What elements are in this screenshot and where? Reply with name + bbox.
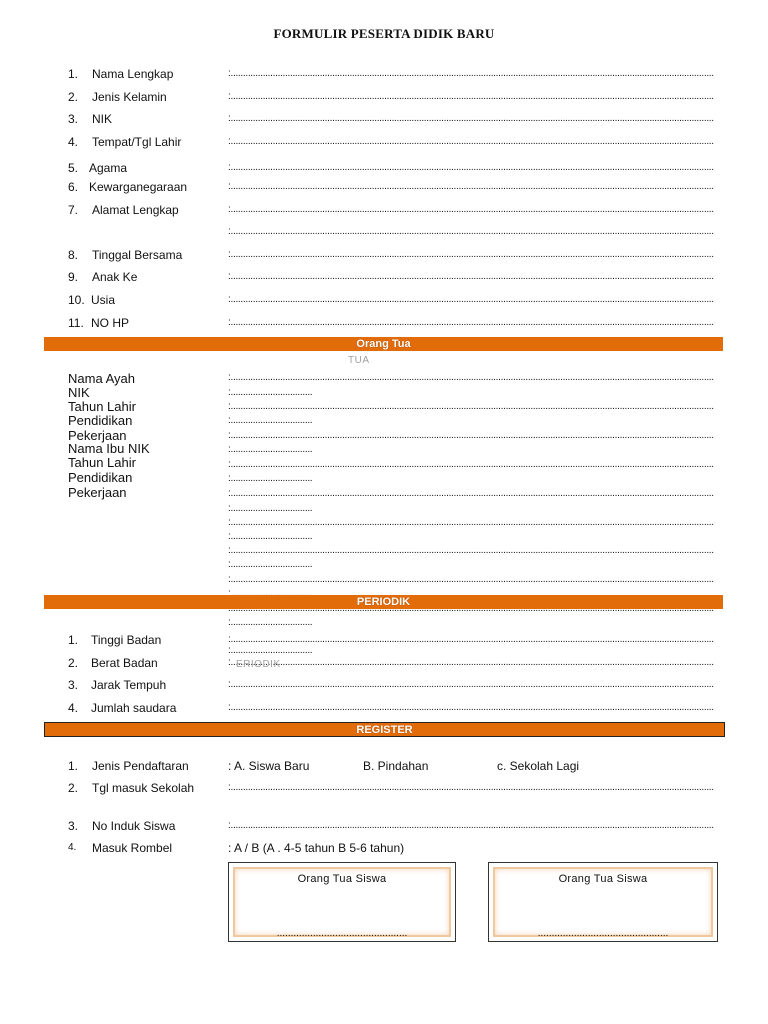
field-label-masuk-rombel: Masuk Rombel bbox=[92, 841, 173, 855]
field-number: 11. bbox=[68, 316, 84, 330]
field-label-nik: NIK bbox=[92, 112, 113, 126]
field-number: 4. bbox=[68, 842, 77, 853]
parent-input-continuation[interactable] bbox=[228, 531, 312, 543]
field-label-jenis-pendaftaran: Jenis Pendaftaran bbox=[92, 759, 189, 773]
form-title: FORMULIR PESERTA DIDIK BARU bbox=[273, 26, 495, 41]
field-number: 3. bbox=[68, 678, 79, 692]
field-number: 2. bbox=[68, 781, 79, 795]
field-number: 8. bbox=[68, 248, 79, 262]
field-number: 4. bbox=[68, 701, 79, 715]
parent-label-tahun-lahir-ibu: Tahun Lahir bbox=[68, 455, 136, 470]
input-line-agama[interactable] bbox=[228, 162, 714, 174]
input-line-jarak-tempuh[interactable] bbox=[228, 679, 714, 691]
input-line-jumlah-saudara[interactable] bbox=[228, 702, 714, 714]
section-title-periodik: PERIODIK bbox=[356, 596, 411, 608]
parent-input-continuation[interactable] bbox=[228, 387, 312, 399]
section-band-periodik bbox=[44, 595, 723, 609]
field-label-tgl-masuk-sekolah: Tgl masuk Sekolah bbox=[92, 781, 195, 795]
field-number: 3. bbox=[68, 819, 79, 833]
input-line-alamat-lengkap[interactable] bbox=[228, 204, 714, 216]
signature-box-right[interactable] bbox=[488, 862, 718, 942]
ghost-text-tua: TUA bbox=[348, 355, 370, 366]
input-line-usia[interactable] bbox=[228, 294, 714, 306]
signature-line: ............................................... bbox=[537, 929, 669, 939]
parent-label-pendidikan-ibu: Pendidikan bbox=[68, 470, 133, 485]
field-label-berat-badan: Berat Badan bbox=[91, 656, 158, 670]
section-band-orang-tua bbox=[44, 337, 723, 351]
field-label-tempat-tgl-lahir: Tempat/Tgl Lahir bbox=[92, 135, 182, 149]
field-number: 5. bbox=[68, 161, 79, 175]
field-label-agama: Agama bbox=[89, 161, 128, 175]
ghost-text-periodik: ERIODIK bbox=[236, 659, 281, 670]
rombel-value: : A / B (A . 4-5 tahun B 5-6 tahun) bbox=[228, 841, 405, 855]
input-line-nik[interactable] bbox=[228, 113, 714, 125]
parent-label-pendidikan: Pendidikan bbox=[68, 413, 133, 428]
parent-input-continuation[interactable] bbox=[228, 503, 312, 515]
parent-input-line[interactable] bbox=[228, 430, 714, 442]
parent-input-continuation[interactable] bbox=[228, 444, 312, 456]
parent-input-continuation[interactable] bbox=[228, 473, 312, 485]
parent-input-line[interactable] bbox=[228, 574, 714, 586]
input-line-tinggi-badan[interactable] bbox=[228, 634, 714, 646]
field-number: 4. bbox=[68, 135, 79, 149]
parent-label-pekerjaan-ibu: Pekerjaan bbox=[68, 485, 127, 500]
section-title-register: REGISTER bbox=[356, 724, 413, 736]
parent-input-line[interactable] bbox=[228, 401, 714, 413]
field-number: 7. bbox=[68, 203, 79, 217]
input-line-nama-lengkap[interactable] bbox=[228, 68, 714, 80]
field-label-jumlah-saudara: Jumlah saudara bbox=[91, 701, 177, 715]
field-label-no-hp: NO HP bbox=[91, 316, 130, 330]
field-label-alamat-lengkap: Alamat Lengkap bbox=[92, 203, 179, 217]
field-label-kewarganegaraan: Kewarganegaraan bbox=[89, 180, 188, 194]
field-number: 2. bbox=[68, 656, 79, 670]
input-line-tinggal-bersama[interactable] bbox=[228, 249, 714, 261]
field-label-nama-lengkap: Nama Lengkap bbox=[92, 67, 174, 81]
input-line-tgl-masuk-sekolah[interactable] bbox=[228, 782, 714, 794]
input-line-no-induk-siswa[interactable] bbox=[228, 820, 714, 832]
signature-box-left[interactable] bbox=[228, 862, 456, 942]
parent-input-continuation[interactable] bbox=[228, 645, 312, 657]
field-number: 10. bbox=[68, 293, 85, 307]
parent-label-pekerjaan: Pekerjaan bbox=[68, 428, 127, 443]
field-number: 6. bbox=[68, 180, 79, 194]
parent-input-line[interactable] bbox=[228, 459, 714, 471]
field-label-jenis-kelamin: Jenis Kelamin bbox=[92, 90, 167, 104]
parent-input-continuation[interactable] bbox=[228, 617, 312, 629]
input-line-alamat-lengkap-2[interactable] bbox=[228, 226, 714, 238]
parent-input-line[interactable] bbox=[228, 517, 714, 529]
section-title-orang-tua: Orang Tua bbox=[356, 338, 411, 350]
input-line-tempat-tgl-lahir[interactable] bbox=[228, 136, 714, 148]
input-line-no-hp[interactable] bbox=[228, 317, 714, 329]
field-label-anak-ke: Anak Ke bbox=[92, 270, 138, 284]
parent-input-line[interactable] bbox=[228, 372, 714, 384]
input-line-berat-badan[interactable] bbox=[228, 657, 714, 669]
parent-label-nik: NIK bbox=[68, 385, 90, 400]
field-label-tinggi-badan: Tinggi Badan bbox=[91, 633, 162, 647]
parent-input-continuation[interactable] bbox=[228, 415, 312, 427]
section-band-register bbox=[44, 722, 725, 737]
field-number: 9. bbox=[68, 270, 79, 284]
field-label-usia: Usia bbox=[91, 293, 116, 307]
parent-input-continuation[interactable] bbox=[228, 559, 312, 571]
parent-input-line[interactable] bbox=[228, 545, 714, 557]
input-line-jenis-kelamin[interactable] bbox=[228, 91, 714, 103]
option-pindahan[interactable]: B. Pindahan bbox=[363, 759, 429, 773]
input-line-kewarganegaraan[interactable] bbox=[228, 181, 714, 193]
field-number: 1. bbox=[68, 633, 79, 647]
field-label-no-induk-siswa: No Induk Siswa bbox=[92, 819, 176, 833]
input-line-anak-ke[interactable] bbox=[228, 271, 714, 283]
signature-caption: Orang Tua Siswa bbox=[297, 873, 387, 885]
option-sekolah-lagi[interactable]: c. Sekolah Lagi bbox=[497, 759, 580, 773]
field-number: 3. bbox=[68, 112, 79, 126]
field-number: 1. bbox=[68, 67, 79, 81]
parent-input-line[interactable] bbox=[228, 488, 714, 500]
signature-line: ............................................... bbox=[276, 929, 408, 939]
field-number: 1. bbox=[68, 759, 79, 773]
field-label-tinggal-bersama: Tinggal Bersama bbox=[92, 248, 183, 262]
parent-label-nama-ibu-nik: Nama Ibu NIK bbox=[68, 441, 150, 456]
signature-caption: Orang Tua Siswa bbox=[558, 873, 648, 885]
parent-label-tahun-lahir: Tahun Lahir bbox=[68, 399, 136, 414]
field-number: 2. bbox=[68, 90, 79, 104]
parent-label-nama-ayah: Nama Ayah bbox=[68, 371, 135, 386]
option-siswa-baru[interactable]: : A. Siswa Baru bbox=[228, 759, 310, 773]
field-label-jarak-tempuh: Jarak Tempuh bbox=[91, 678, 167, 692]
